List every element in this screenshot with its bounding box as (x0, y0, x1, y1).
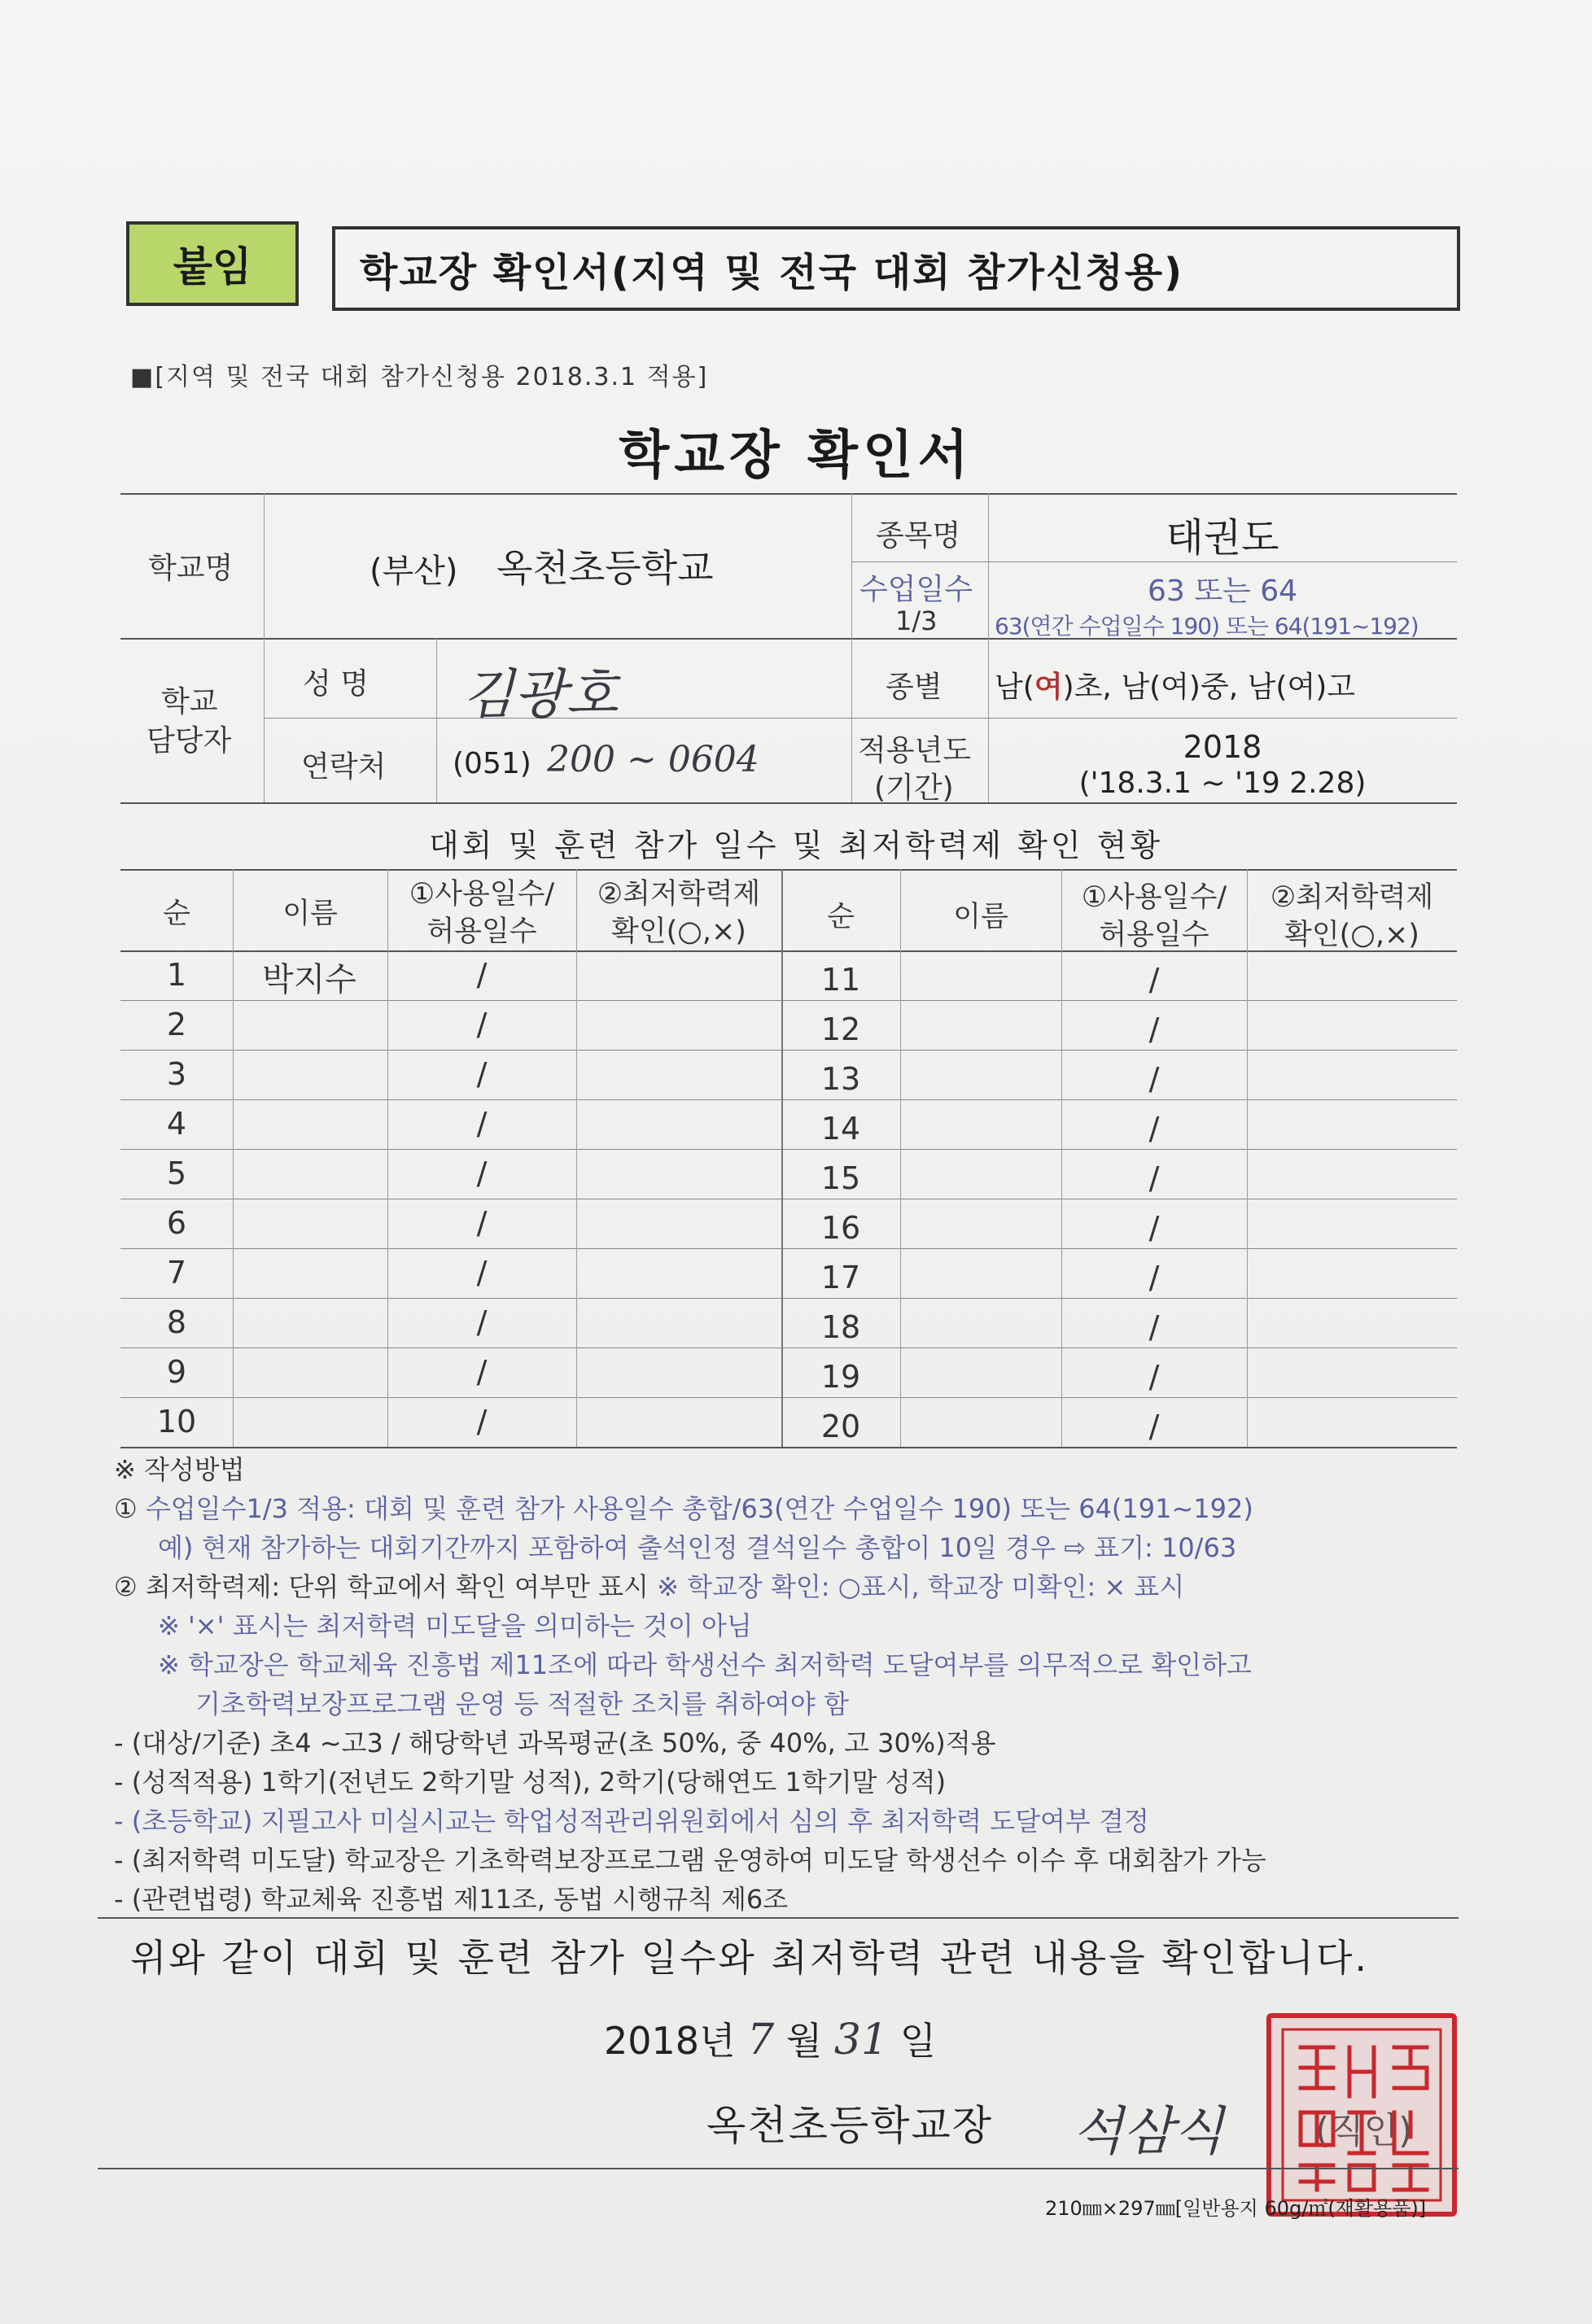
instruction-item-1: ① 수업일수1/3 적용: 대회 및 훈련 참가 사용일수 총합/63(연간 수업일수 190) 또는 64(191~192) (114, 1493, 1253, 1524)
contact-label-line1: 학교 (161, 685, 218, 719)
instruction-not-reached: - (최저학력 미도달) 학교장은 기초학력보장프로그램 운영하여 미도달 학생선수 이수 후 대회참가 가능 (114, 1845, 1266, 1876)
info-bottom-rule (120, 802, 1457, 804)
page-title: 학교장 확인서 (619, 426, 973, 486)
row-number: 6 (166, 1205, 187, 1241)
official-seal-mark: (직인) (1315, 2110, 1413, 2151)
instruction-grades: - (성적적용) 1학기(전년도 2학기말 성적), 2학기(당해연도 1학기말 성적) (114, 1767, 947, 1798)
footer-rule (98, 2168, 1459, 2169)
days-used-allowed: / (476, 1404, 488, 1439)
days-used-allowed: / (476, 1304, 488, 1340)
instruction-laws: - (관련법령) 학교체육 진흥법 제11조, 동법 시행규칙 제6조 (114, 1884, 789, 1915)
period-value: ('18.3.1 ~ '19 2.28) (1078, 767, 1367, 800)
days-used-allowed: / (1148, 1061, 1160, 1097)
phone-number-handwritten: 200 ~ 0604 (547, 739, 759, 780)
row-number: 5 (166, 1155, 187, 1191)
days-used-allowed: / (476, 1155, 488, 1191)
contact-label-line2: 담당자 (147, 724, 232, 758)
days-used-allowed: / (1148, 1309, 1160, 1345)
sport-value: 태권도 (1166, 515, 1279, 561)
category-value: 남(여)초, 남(여)중, 남(여)고 (995, 671, 1356, 704)
days-used-allowed: / (476, 1255, 488, 1291)
days-used-allowed: / (476, 1354, 488, 1390)
official-seal (1266, 2013, 1457, 2217)
instruction-note-principal: ※ 학교장은 학교체육 진흥법 제11조에 따라 학생선수 최저학력 도달여부를 의무적으로 확인하고 (158, 1649, 1252, 1680)
row-number: 18 (820, 1309, 861, 1345)
table-row-rule (120, 1298, 1457, 1299)
row-number: 14 (820, 1111, 861, 1147)
school-days-ratio-label: 1/3 (895, 605, 938, 636)
category-selected: 여 (1034, 671, 1063, 704)
notes-bottom-rule (98, 1917, 1459, 1919)
days-used-allowed: / (476, 1106, 488, 1142)
days-used-allowed: / (476, 1056, 488, 1092)
instructions-heading: ※ 작성방법 (114, 1454, 245, 1485)
row-number: 10 (156, 1404, 197, 1439)
row-number: 8 (166, 1304, 187, 1340)
period-label: (기간) (874, 771, 954, 805)
info-col-divider (851, 493, 852, 802)
confirmation-statement: 위와 같이 대회 및 훈련 참가 일수와 최저학력 관련 내용을 확인합니다. (130, 1936, 1370, 1980)
row-number: 16 (820, 1210, 861, 1246)
row-number: 13 (820, 1061, 861, 1097)
table-top-rule (120, 869, 1457, 871)
instruction-target: - (대상/기준) 초4 ~고3 / 해당학년 과목평균(초 50%, 중 40%, 고 30%)적용 (114, 1728, 996, 1758)
phone-area-code: (051) (453, 747, 531, 780)
confirmation-date: 2018년 7 월 31 일 (604, 2016, 937, 2064)
applicability-note: ■[지역 및 전국 대회 참가신청용 2018.3.1 적용] (130, 363, 709, 391)
instruction-item-2: ② 최저학력제: 단위 학교에서 확인 여부만 표시 ※ 학교장 확인: ○표시, 학교장 미확인: × 표시 (114, 1571, 1185, 1602)
info-top-rule (120, 493, 1457, 495)
person-name-handwritten: 김광호 (462, 663, 619, 726)
category-label: 종별 (886, 671, 943, 704)
days-used-allowed: / (1148, 1160, 1160, 1196)
table-row-rule (120, 1000, 1457, 1001)
instruction-note-x: ※ '×' 표시는 최저학력 미도달을 의미하는 것이 아님 (158, 1610, 752, 1641)
table-row-rule (120, 1099, 1457, 1100)
school-name-value: 옥천초등학교 (496, 546, 714, 590)
days-used-allowed: / (1148, 962, 1160, 998)
col-header-no-right: 순 (827, 901, 855, 933)
table-row-rule (120, 1447, 1457, 1448)
table-row-rule (120, 1050, 1457, 1051)
paper-spec-footer: 210㎜×297㎜[일반용지 60g/㎡(재활용품)] (1045, 2197, 1427, 2220)
col-header-check: ②최저학력제 확인(○,×) (597, 878, 761, 948)
principal-signature: 석삼식 (1073, 2102, 1224, 2162)
instruction-example: 예) 현재 참가하는 대회기간까지 포함하여 출석인정 결석일수 총합이 10일 경우 ⇨ 표기: 10/63 (158, 1532, 1237, 1563)
school-days-detail: 63(연간 수업일수 190) 또는 64(191~192) (995, 613, 1419, 640)
sport-label: 종목명 (876, 519, 961, 553)
table-col-divider (576, 869, 577, 1447)
row-number: 17 (820, 1260, 861, 1295)
row-number: 11 (820, 962, 861, 998)
row-number: 2 (166, 1007, 187, 1042)
col-header-name-right: 이름 (953, 901, 1008, 933)
col-header-check-right: ②최저학력제 확인(○,×) (1270, 881, 1434, 951)
col-header-days: ①사용일수/ 허용일수 (409, 878, 555, 948)
phone-label: 연락처 (301, 750, 387, 784)
school-region: (부산) (370, 553, 458, 590)
person-name-label: 성 명 (303, 667, 369, 701)
table-col-divider (233, 869, 234, 1447)
attachment-tag: 붙임 (126, 221, 299, 306)
row-number: 12 (820, 1011, 861, 1047)
info-rule (264, 718, 1457, 719)
days-used-allowed: / (476, 1205, 488, 1241)
row-number: 19 (820, 1359, 861, 1395)
instruction-note-principal-cont: 기초학력보장프로그램 운영 등 적절한 조치를 취하여야 함 (195, 1688, 849, 1719)
days-used-allowed: / (476, 1007, 488, 1042)
days-used-allowed: / (1148, 1111, 1160, 1147)
row-number: 9 (166, 1354, 187, 1390)
col-header-name: 이름 (282, 898, 338, 930)
days-used-allowed: / (1148, 1210, 1160, 1246)
row-number: 4 (166, 1106, 187, 1142)
table-row-rule (120, 1248, 1457, 1249)
row-number: 15 (820, 1160, 861, 1196)
days-used-allowed: / (1148, 1359, 1160, 1395)
info-col-divider (436, 638, 437, 802)
seal-glyph-icon (1276, 2023, 1447, 2207)
table-row-rule (120, 1397, 1457, 1398)
row-number: 3 (166, 1056, 187, 1092)
school-days-label: 수업일수 (859, 573, 973, 606)
table-col-divider (900, 869, 901, 1447)
document-heading: 학교장 확인서(지역 및 전국 대회 참가신청용) (332, 226, 1460, 311)
days-used-allowed: / (1148, 1011, 1160, 1047)
school-days-value: 63 또는 64 (1147, 574, 1298, 608)
col-header-no: 순 (163, 898, 190, 930)
days-used-allowed: / (1148, 1409, 1160, 1444)
year-value: 2018 (1183, 729, 1262, 765)
table-row-rule (120, 1149, 1457, 1150)
instructions (114, 1450, 1498, 1919)
row-number: 7 (166, 1255, 187, 1291)
participation-table-title: 대회 및 훈련 참가 일수 및 최저학력제 확인 현황 (428, 828, 1164, 863)
year-label: 적용년도 (858, 734, 972, 767)
info-col-divider (264, 493, 265, 802)
days-used-allowed: / (1148, 1260, 1160, 1295)
days-used-allowed: / (476, 957, 488, 993)
row-number: 20 (820, 1409, 861, 1444)
row-number: 1 (166, 957, 187, 993)
table-col-divider (1247, 869, 1248, 1447)
instruction-elementary: - (초등학교) 지필고사 미실시교는 학업성적관리위원회에서 심의 후 최저학력 도달여부 결정 (114, 1806, 1149, 1837)
signer-title: 옥천초등학교장 (706, 2102, 994, 2149)
col-header-days-right: ①사용일수/ 허용일수 (1081, 881, 1227, 951)
school-name-label: 학교명 (148, 552, 234, 585)
athlete-name: 박지수 (262, 961, 356, 998)
